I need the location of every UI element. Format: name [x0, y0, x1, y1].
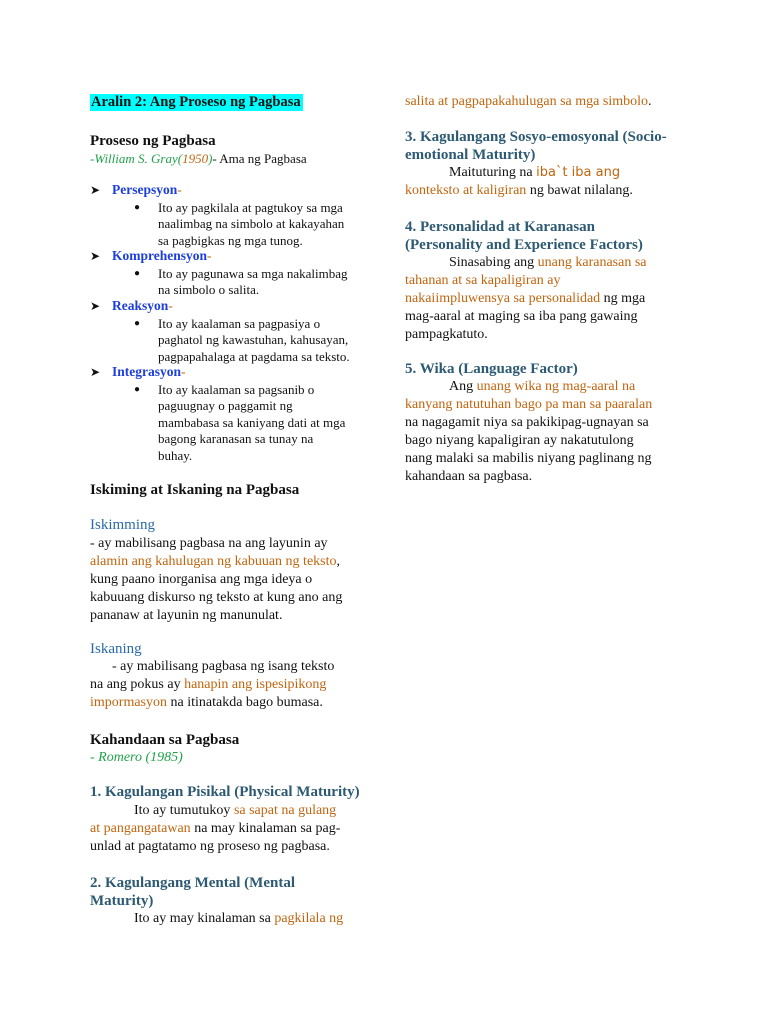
- factor-2-continuation: salita at pagpapakahulugan sa mga simbolo.: [405, 94, 652, 109]
- stage-reaksyon: [90, 298, 173, 315]
- desc-text: Ito ay kaalaman sa pagsanib o paguugnay o paggamit ng mambabasa sa kaniyang dati at mga bagong karanasan sa tunay na buhay.: [158, 382, 346, 463]
- section-heading-kahandaan: Kahandaan sa Pagbasa: [90, 732, 240, 748]
- factor-4-paragraph: Sinasabing ang unang karanasan sa tahanan at sa kapaligiran ay nakaiimpluwensya sa personalidad ng mga mag-aaral at maging sa iba pang gawaing pampagkatuto.: [405, 255, 647, 342]
- kahandaan-author: - Romero (1985): [90, 750, 183, 765]
- factor-2-paragraph: Ito ay may kinalaman sa pagkilala ng: [134, 911, 344, 926]
- stage-persepsyon-desc: [134, 200, 374, 249]
- arrow-bullet-icon: ➤: [90, 299, 101, 313]
- list-item: [134, 382, 374, 464]
- stage-komprehensyon: [90, 248, 212, 265]
- stage-dash: -: [168, 298, 173, 313]
- arrow-bullet-icon: ➤: [90, 183, 101, 197]
- skimming-title: Iskimming: [90, 517, 156, 533]
- bullet-dot-icon: ●: [134, 202, 141, 213]
- author-close: ): [208, 151, 213, 166]
- skimming-paragraph: - ay mabilisang pagbasa na ang layunin ay alamin ang kahulugan ng kabuuan ng teksto, kung paano inorganisa ang mga ideya o kabuuang diskurso ng teksto at kung ano ang pananaw at layunin ng manunulat.: [90, 536, 343, 623]
- stage-dash: -: [177, 182, 182, 197]
- stage-integrasyon-desc: [134, 382, 374, 464]
- section-heading-iskiming: Iskiming at Iskaning na Pagbasa: [90, 482, 300, 498]
- lesson-title-text: Aralin 2: Ang Proseso ng Pagbasa: [91, 94, 301, 110]
- stage-dash: -: [207, 248, 212, 263]
- arrow-bullet-icon: ➤: [90, 249, 101, 263]
- factor-1-paragraph: Ito ay tumutukoy sa sapat na gulang at pangangatawan na may kinalaman sa pag- unlad at pagtatamo ng proseso ng pagbasa.: [90, 803, 341, 854]
- stage-integrasyon: [90, 364, 186, 381]
- author-name: -William S. Gray(: [90, 151, 183, 166]
- bullet-dot-icon: ●: [134, 268, 141, 279]
- stage-name: Reaksyon: [112, 298, 169, 313]
- lesson-title: [90, 93, 303, 111]
- factor-3-paragraph: Maituturing na iba`t iba ang konteksto at kaligiran ng bawat nilalang.: [405, 165, 633, 198]
- author-year: 1950: [182, 151, 209, 166]
- factor-3-title: 3. Kagulangang Sosyo-emosyonal (Socio- emotional Maturity): [405, 129, 667, 163]
- factor-4-title: 4. Personalidad at Karanasan (Personality and Experience Factors): [405, 219, 643, 253]
- list-item: [134, 266, 374, 299]
- factor-5-paragraph: Ang unang wika ng mag-aaral na kanyang natutuhan bago pa man sa paaralan na nagagamit niya sa pakikipag-ugnayan sa bago niyang kapaligiran ay nakatutulong nang malaki sa mabilis niyang paglinang ng kahandaan sa pagbasa.: [405, 379, 653, 484]
- bullet-dot-icon: ●: [134, 318, 141, 329]
- arrow-bullet-icon: ➤: [90, 365, 101, 379]
- stage-persepsyon: [90, 182, 182, 199]
- desc-text: Ito ay pagkilala at pagtukoy sa mga naalimbag na simbolo at kakayahan sa pagbigkas ng mga tunog.: [158, 200, 345, 248]
- factor-5-title: 5. Wika (Language Factor): [405, 361, 578, 377]
- author-suffix: - Ama ng Pagbasa: [212, 151, 307, 166]
- list-item: [134, 200, 374, 249]
- section-heading-proseso: Proseso ng Pagbasa: [90, 133, 216, 149]
- stage-dash: -: [181, 364, 186, 379]
- factor-1-title: 1. Kagulangan Pisikal (Physical Maturity): [90, 784, 360, 800]
- stage-name: Komprehensyon: [112, 248, 208, 263]
- stage-name: Integrasyon: [112, 364, 182, 379]
- factor-2-title: 2. Kagulangang Mental (Mental Maturity): [90, 875, 295, 909]
- desc-text: Ito ay pagunawa sa mga nakalimbag na simbolo o salita.: [158, 266, 348, 298]
- stage-reaksyon-desc: [134, 316, 374, 365]
- bullet-dot-icon: ●: [134, 384, 141, 395]
- stage-name: Persepsyon: [112, 182, 178, 197]
- list-item: [134, 316, 374, 365]
- scanning-title: Iskaning: [90, 641, 142, 657]
- desc-text: Ito ay kaalaman sa pagpasiya o paghatol ng kawastuhan, kahusayan, pagpapahalaga at pagdama sa teksto.: [158, 316, 350, 364]
- scanning-paragraph: - ay mabilisang pagbasa ng isang teksto na ang pokus ay hanapin ang ispesipikong impormasyon na itinatakda bago bumasa.: [90, 659, 335, 710]
- author-line: [90, 151, 307, 168]
- stage-komprehensyon-desc: [134, 266, 374, 299]
